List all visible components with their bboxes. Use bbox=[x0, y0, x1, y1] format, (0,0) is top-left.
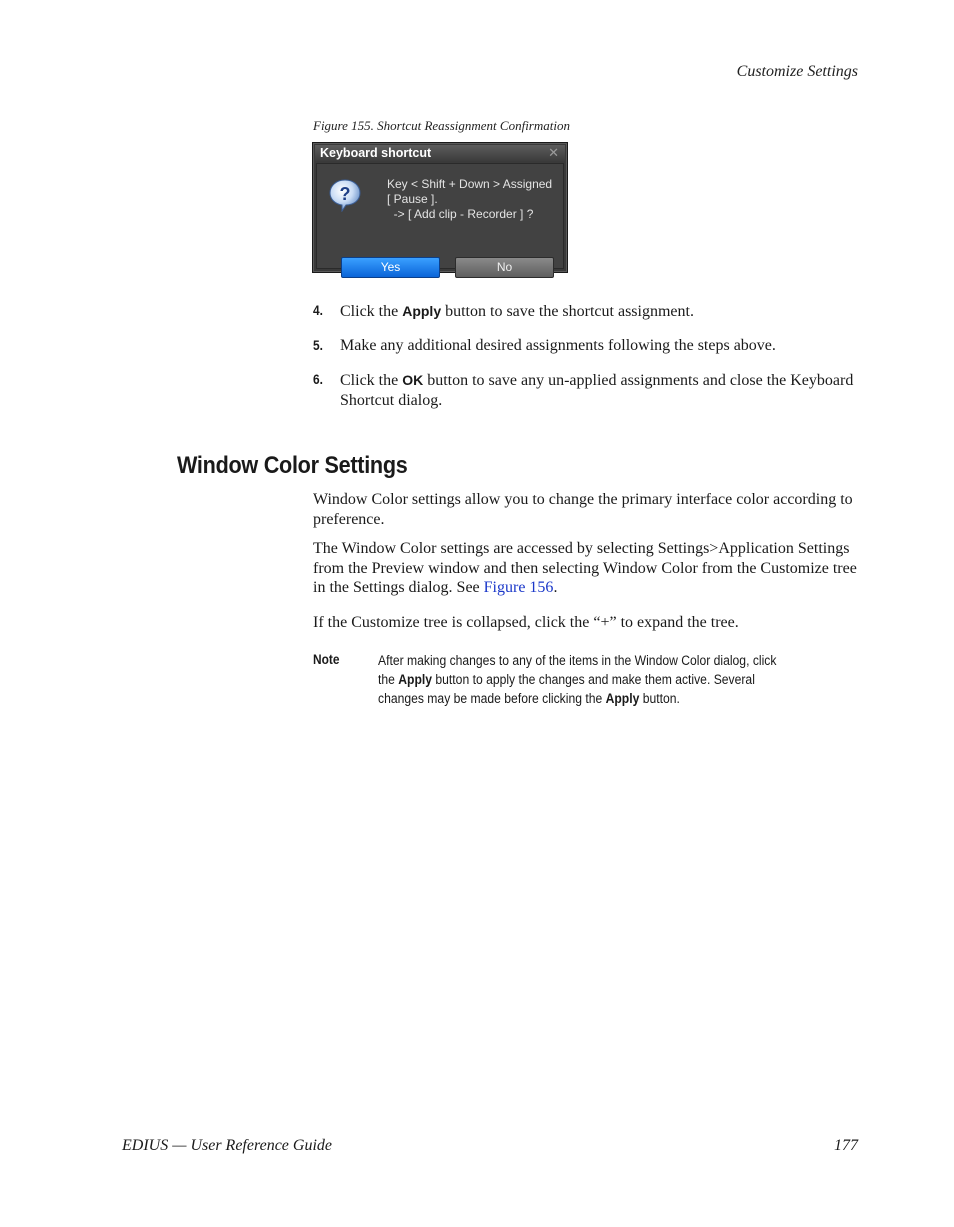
running-header: Customize Settings bbox=[736, 63, 858, 80]
step-text: Make any additional desired assignments following the steps above. bbox=[340, 337, 776, 354]
close-icon[interactable]: ✕ bbox=[548, 145, 559, 160]
note-text-part: button. bbox=[639, 691, 680, 706]
figure-caption: Figure 155. Shortcut Reassignment Confirmation bbox=[313, 118, 570, 133]
footer-title: EDIUS — User Reference Guide bbox=[122, 1137, 333, 1154]
question-icon bbox=[328, 178, 362, 212]
paragraph: Window Color settings allow you to change the primary interface color according to preference. bbox=[313, 491, 853, 528]
message-line-1: Key < Shift + Down > Assigned bbox=[387, 177, 553, 191]
ui-term: Apply bbox=[605, 691, 640, 706]
dialog-title: Keyboard shortcut bbox=[320, 146, 432, 160]
step-text-after: button to save any un-applied assignments and close the Keyboard Shortcut dialog. bbox=[340, 372, 854, 409]
step-text bbox=[340, 301, 860, 322]
page-number: 177 bbox=[834, 1137, 858, 1154]
note-text-part: button to apply the changes and make them active. Several bbox=[432, 672, 755, 687]
ui-term: Apply bbox=[402, 303, 442, 319]
step-text-after: button to save the shortcut assignment. bbox=[441, 303, 694, 320]
note-line bbox=[378, 670, 801, 689]
dialog-titlebar bbox=[315, 145, 565, 161]
step-text-before: Click the bbox=[340, 372, 403, 389]
svg-text:?: ? bbox=[339, 184, 351, 204]
step-number: 5. bbox=[313, 337, 323, 353]
keyboard-shortcut-dialog bbox=[312, 142, 568, 273]
step-text-before: Click the bbox=[340, 303, 403, 320]
step-number: 6. bbox=[313, 371, 323, 387]
step-text bbox=[340, 370, 855, 411]
yes-button[interactable]: Yes bbox=[341, 257, 440, 278]
section-heading: Window Color Settings bbox=[177, 452, 408, 479]
paragraph-text: . bbox=[553, 579, 558, 596]
dialog-body bbox=[316, 163, 564, 274]
message-line-2: [ Pause ]. bbox=[387, 192, 438, 206]
note-text-part: the bbox=[378, 672, 399, 687]
ui-term: Apply bbox=[398, 672, 433, 687]
note-text-part: changes may be made before clicking the bbox=[378, 691, 606, 706]
figure-link[interactable]: Figure 156 bbox=[483, 579, 554, 596]
paragraph-text: The Window Color settings are accessed by selecting Settings>Application Settings from the Preview window and then selecting Window Color from the Customize tree in the Settings dialog. See bbox=[313, 540, 857, 596]
note-line: After making changes to any of the items in the Window Color dialog, click bbox=[378, 653, 777, 668]
note-text bbox=[378, 651, 801, 708]
ui-term: OK bbox=[402, 372, 424, 388]
no-button[interactable]: No bbox=[455, 257, 554, 278]
step-number: 4. bbox=[313, 302, 323, 318]
message-line-3: -> [ Add clip - Recorder ] ? bbox=[387, 207, 534, 221]
note-label: Note bbox=[313, 651, 340, 667]
paragraph: If the Customize tree is collapsed, click the “+” to expand the tree. bbox=[313, 614, 739, 631]
note-line bbox=[378, 689, 801, 708]
paragraph bbox=[313, 539, 861, 598]
dialog-message bbox=[387, 177, 552, 222]
